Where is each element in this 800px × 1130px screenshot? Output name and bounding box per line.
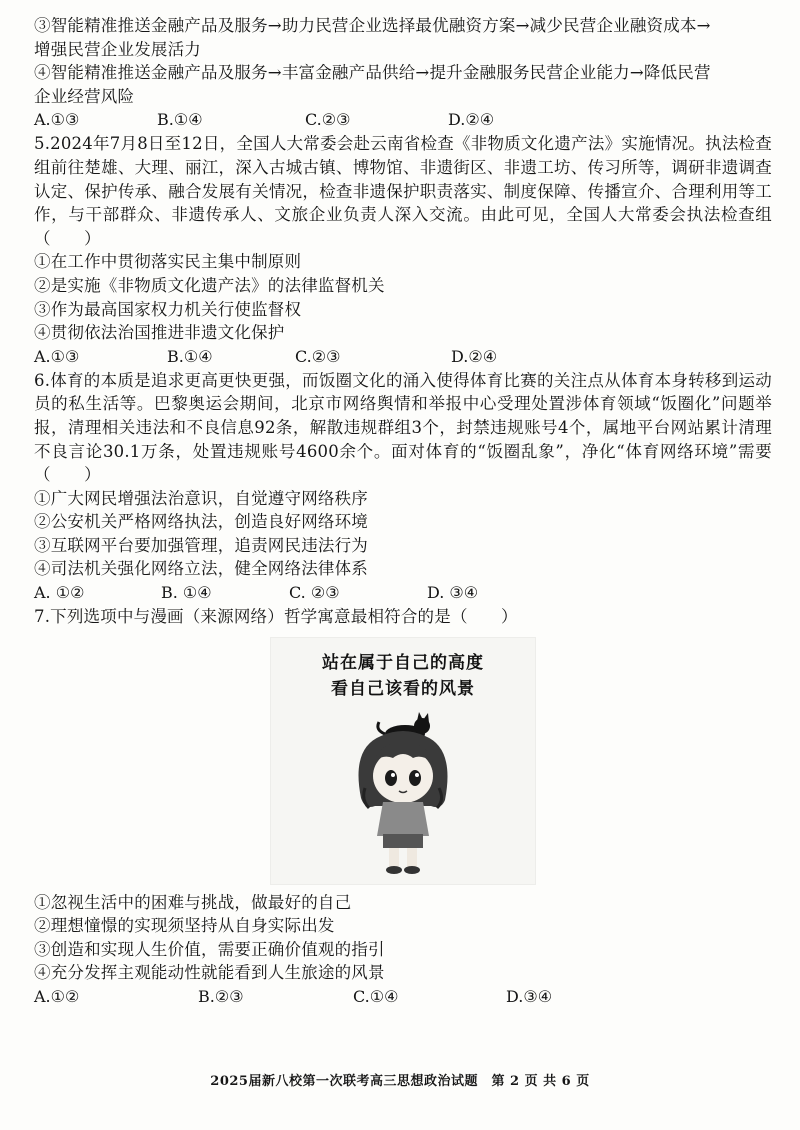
page-footer: 2025届新八校第一次联考高三思想政治试题 第 2 页 共 6 页: [210, 1074, 590, 1089]
q5-item-3: ③作为最高国家权力机关行使监督权: [34, 299, 302, 319]
q7-choice-a[interactable]: A.①②: [34, 987, 80, 1007]
q4-choices: [34, 108, 772, 132]
q6-item-1: ①广大网民增强法治意识，自觉遵守网络秩序: [34, 488, 368, 508]
cartoon-caption-line2: 看自己该看的风景: [331, 678, 475, 699]
q5-choices: [34, 345, 772, 369]
face-shape: [373, 742, 433, 803]
q4-option-4-line2: 企业经营风险: [34, 86, 135, 106]
cartoon-girl-illustration: [271, 638, 535, 884]
q5-stem: 5.2024年7月8日至12日，全国人大常委会赴云南省检查《非物质文化遗产法》实施情况。执法检查组前往楚雄、大理、丽江，深入古城古镇、博物馆、非遗街区、非遗工坊、传习所等，调研非遗调查认定、保护传承、融合发展有关情况，检查非遗保护职责落实、制度保障、传播宣介、合理利用等工作，与干部群众、非遗传承人、文旅企业负责人深入交流。由此可见，全国人大常委会执法检查组（ ）: [34, 134, 772, 248]
q7-item-1: ①忽视生活中的困难与挑战，做最好的自己: [34, 892, 352, 912]
cartoon-caption-line1: 站在属于自己的高度: [322, 652, 484, 673]
q5-item-2: ②是实施《非物质文化遗产法》的法律监督机关: [34, 275, 385, 295]
q5-choice-d[interactable]: D.②④: [451, 346, 498, 366]
q7-item-3: ③创造和实现人生价值，需要正确价值观的指引: [34, 939, 385, 959]
q4-choice-d[interactable]: D.②④: [448, 110, 495, 130]
q4-choice-b[interactable]: B.①④: [157, 110, 203, 130]
q5-choice-c[interactable]: C.②③: [295, 346, 341, 366]
q6-choices: [34, 581, 772, 605]
q6-choice-c[interactable]: C. ②③: [289, 583, 340, 603]
q7-choices: [34, 985, 772, 1009]
q6-item-3: ③互联网平台要加强管理，追责网民违法行为: [34, 535, 368, 555]
q4-choice-c[interactable]: C.②③: [305, 110, 351, 130]
q6-choice-a[interactable]: A. ①②: [34, 583, 85, 603]
body-shape: [377, 802, 429, 874]
q7-choice-b[interactable]: B.②③: [198, 987, 244, 1007]
q6-stem: 6.体育的本质是追求更高更快更强，而饭圈文化的涌入使得体育比赛的关注点从体育本身转移到运动员的私生活等。巴黎奥运会期间，北京市网络舆情和举报中心受理处置涉体育领域“饭圈化”问题举报，清理相关违法和不良信息92条，解散违规群组3个，封禁违规账号4个，属地平台网站累计清理不良言论30.1万条，处置违规账号4600余个。面对体育的“饭圈乱象”，净化“体育网络环境”需要（ ）: [34, 370, 772, 485]
q7-choice-d[interactable]: D.③④: [506, 987, 553, 1007]
q5-item-4: ④贯彻依法治国推进非遗文化保护: [34, 323, 285, 343]
cartoon-figure: [270, 637, 536, 885]
q7-item-2: ②理想憧憬的实现须坚持从自身实际出发: [34, 916, 335, 936]
q4-option-3-line2: 增强民营企业发展活力: [34, 39, 201, 59]
q5-item-1: ①在工作中贯彻落实民主集中制原则: [34, 252, 302, 272]
q4-choice-a[interactable]: A.①③: [34, 110, 80, 130]
q5-choice-b[interactable]: B.①④: [167, 346, 213, 366]
q6-item-2: ②公安机关严格网络执法，创造良好网络环境: [34, 512, 368, 532]
exam-page: [34, 14, 772, 1009]
q7-stem: 7.下列选项中与漫画（来源网络）哲学寓意最相符合的是（ ）: [34, 607, 518, 627]
q7-choice-c[interactable]: C.①④: [353, 987, 399, 1007]
q6-item-4: ④司法机关强化网络立法，健全网络法律体系: [34, 559, 368, 579]
q4-option-3-line1: ③智能精准推送金融产品及服务→助力民营企业选择最优融资方案→减少民营企业融资成本→: [34, 16, 711, 35]
q5-choice-a[interactable]: A.①③: [34, 346, 80, 366]
q4-option-4-line1: ④智能精准推送金融产品及服务→丰富金融产品供给→提升金融服务民营企业能力→降低民营: [34, 63, 711, 83]
q6-choice-d[interactable]: D. ③④: [427, 583, 479, 603]
q7-item-4: ④充分发挥主观能动性就能看到人生旅途的风景: [34, 963, 385, 983]
q6-choice-b[interactable]: B. ①④: [161, 583, 212, 603]
